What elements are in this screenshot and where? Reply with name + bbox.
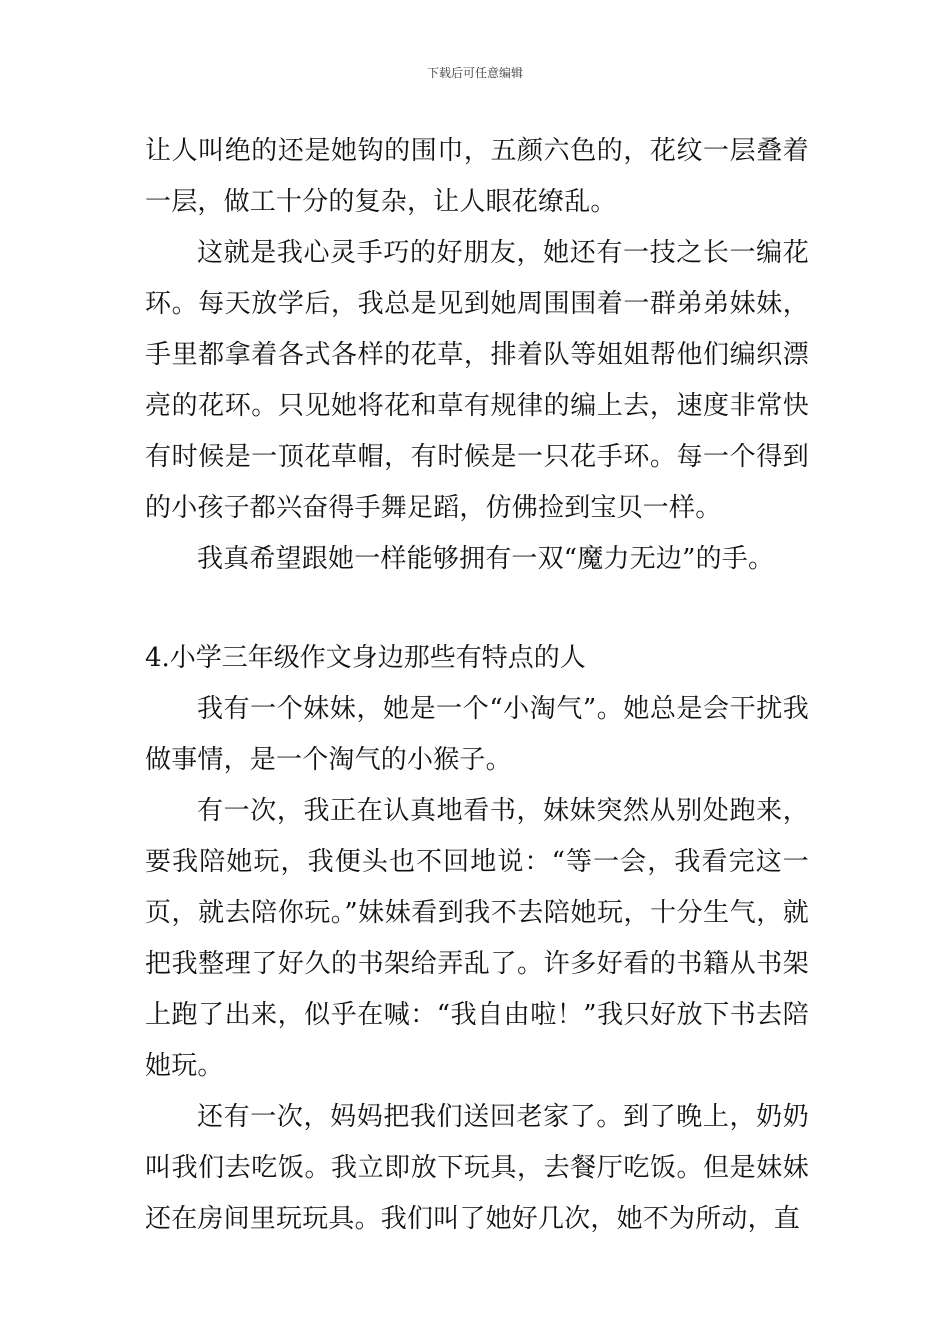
paragraph: 我真希望跟她一样能够拥有一双“魔力无边”的手。 — [197, 544, 775, 574]
section-heading: 4.小学三年级作文身边那些有特点的人 — [145, 643, 586, 673]
paragraph: 这就是我心灵手巧的好朋友，她还有一技之长一编花环。每天放学后，我总是见到她周围围着一群弟弟妹妹，手里都拿着各式各样的花草，排着队等姐姐帮他们编织漂亮的花环。只见她将花和草有规律的编上去，速度非常快有时候是一顶花草帽，有时候是一只花手环。每一个得到的小孩子都兴奋得手舞足蹈，仿佛捡到宝贝一样。 — [145, 238, 809, 523]
paragraph: 我有一个妹妹，她是一个“小淘气”。她总是会干扰我做事情，是一个淘气的小猴子。 — [145, 694, 809, 775]
paragraph: 还有一次，妈妈把我们送回老家了。到了晚上，奶奶叫我们去吃饭。我立即放下玩具，去餐厅吃饭。但是妹妹还在房间里玩玩具。我们叫了她好几次，她不为所动，直 — [145, 1102, 809, 1234]
paragraph: 有一次，我正在认真地看书，妹妹突然从别处跑来，要我陪她玩，我便头也不回地说：“等一会，我看完这一页，就去陪你玩。”妹妹看到我不去陪她玩，十分生气，就把我整理了好久的书架给弄乱了。许多好看的书籍从书架上跑了出来，似乎在喊：“我自由啦！”我只好放下书去陪她玩。 — [145, 796, 809, 1081]
page-header-note: 下载后可任意编辑 — [426, 66, 523, 80]
document-body — [145, 126, 809, 1245]
paragraph: 让人叫绝的还是她钩的围巾，五颜六色的，花纹一层叠着一层，做工十分的复杂，让人眼花缭乱。 — [145, 136, 809, 217]
section-spacer — [145, 585, 809, 633]
